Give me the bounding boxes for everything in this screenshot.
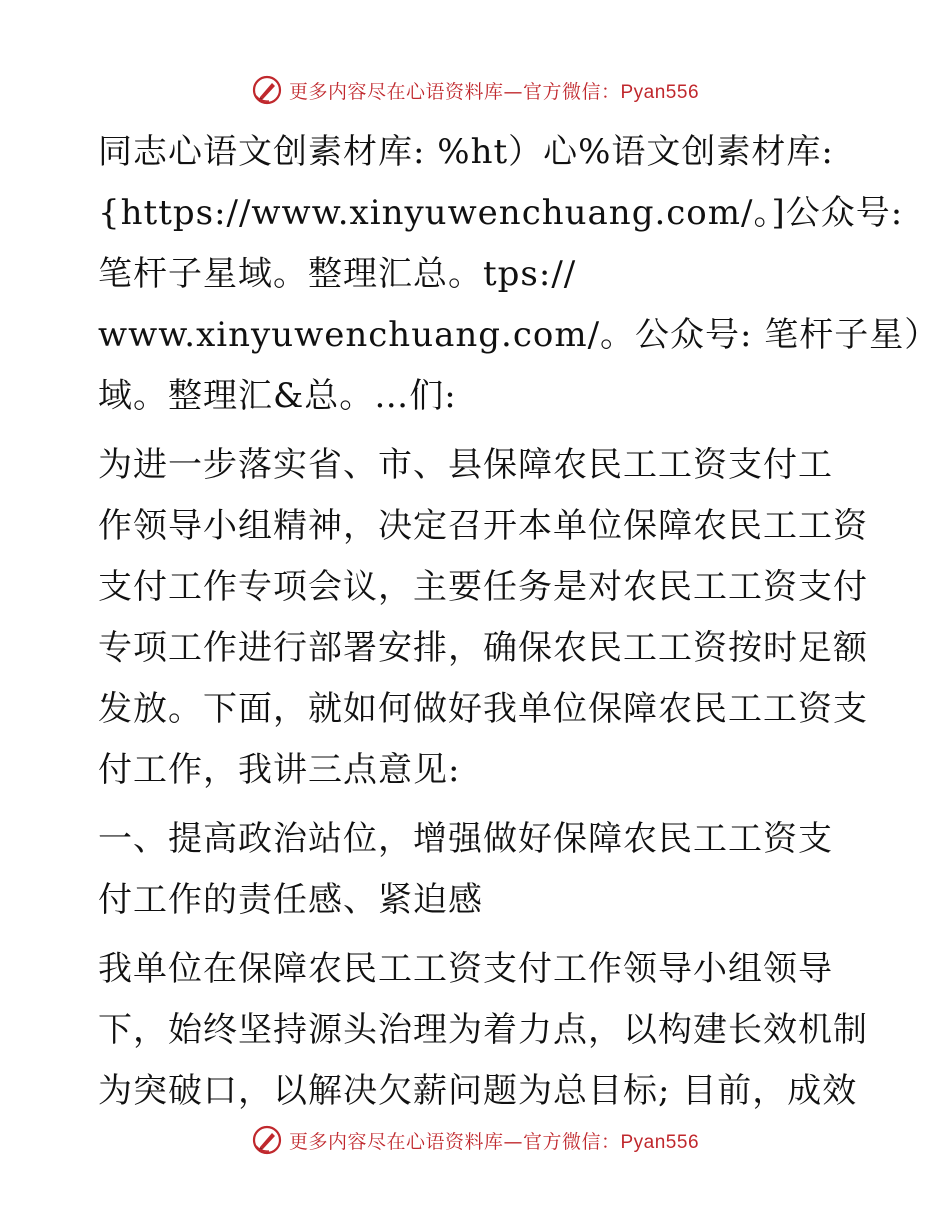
- pen-logo-icon: [251, 1124, 283, 1156]
- banner-slogan: 更多内容尽在心语资料库: [288, 1130, 504, 1153]
- intro-line: www.xinyuwenchuang.com/。公众号: 笔杆子星）: [98, 315, 940, 355]
- paragraph-line: 作领导小组精神，决定召开本单位保障农民工工资: [98, 506, 868, 546]
- banner-wechat-id: Pyan556: [620, 1131, 700, 1153]
- intro-line: 笔杆子星域。整理汇总。tps://: [98, 254, 577, 294]
- banner-text: [289, 1127, 699, 1154]
- paragraph-1: [98, 435, 868, 801]
- paragraph-line: 专项工作进行部署安排，确保农民工工资按时足额: [98, 628, 868, 668]
- paragraph-line: 为突破口，以解决欠薪问题为总目标; 目前，成效: [98, 1071, 858, 1111]
- paragraph-2: [98, 939, 868, 1122]
- banner-slogan: 更多内容尽在心语资料库: [288, 80, 504, 103]
- paragraph-line: 支付工作专项会议，主要任务是对农民工工资支付: [98, 567, 868, 607]
- intro-line: {https://www.xinyuwenchuang.com/。]公众号:: [98, 193, 904, 233]
- intro-line: 同志心语文创素材库: %ht）心%语文创素材库:: [98, 132, 834, 172]
- section-heading-1: [98, 809, 858, 931]
- banner-text: [289, 77, 699, 104]
- footer-banner: [0, 1120, 950, 1160]
- pen-logo-icon: [251, 74, 283, 106]
- banner-dash: —: [503, 1130, 523, 1153]
- paragraph-line: 我单位在保障农民工工资支付工作领导小组领导: [98, 949, 833, 989]
- heading-line: 付工作的责任感、紧迫感: [98, 880, 483, 920]
- paragraph-line: 下，始终坚持源头治理为着力点，以构建长效机制: [98, 1010, 868, 1050]
- intro-line: 域。整理汇&总。…们:: [98, 376, 457, 416]
- paragraph-line: 付工作，我讲三点意见:: [98, 750, 461, 790]
- intro-paragraph: [98, 122, 940, 427]
- banner-dash: —: [503, 80, 523, 103]
- paragraph-line: 为进一步落实省、市、县保障农民工工资支付工: [98, 445, 833, 485]
- banner-wechat-label: 官方微信：: [522, 80, 621, 103]
- banner-wechat-id: Pyan556: [620, 81, 700, 103]
- banner-wechat-label: 官方微信：: [522, 1130, 621, 1153]
- header-banner: [0, 70, 950, 110]
- paragraph-line: 发放。下面，就如何做好我单位保障农民工工资支: [98, 689, 868, 729]
- document-body: [98, 122, 940, 1122]
- heading-line: 一、提高政治站位，增强做好保障农民工工资支: [98, 819, 833, 859]
